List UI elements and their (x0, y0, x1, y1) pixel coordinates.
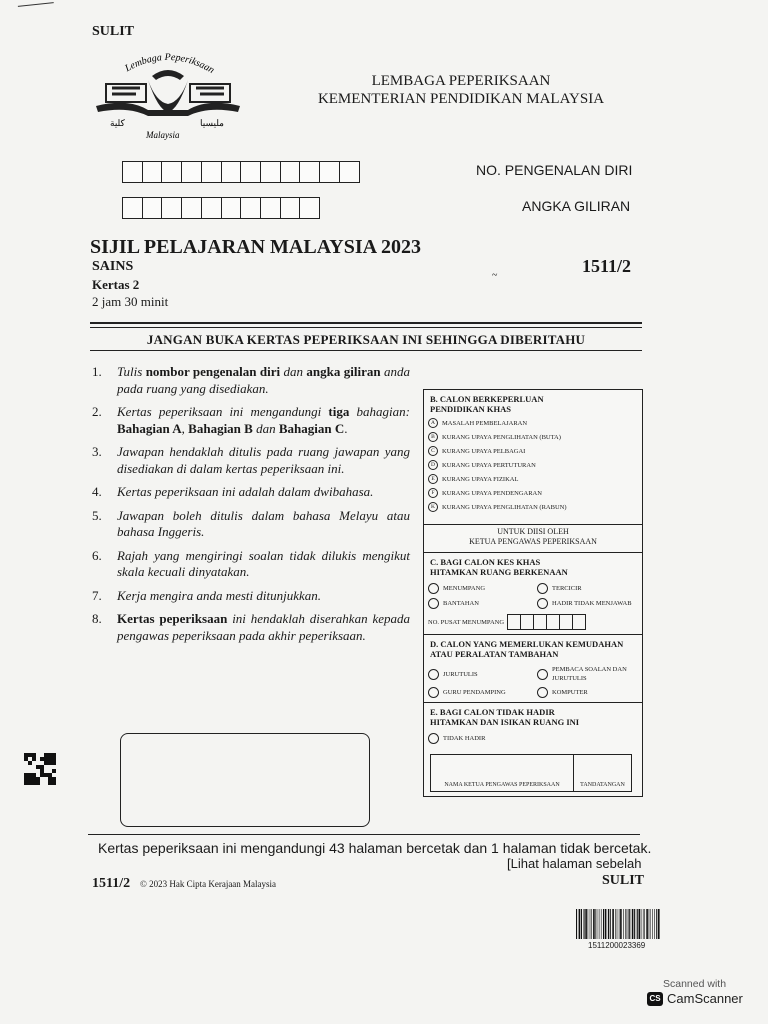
option-menumpang[interactable] (424, 583, 533, 594)
option-special-need[interactable] (424, 446, 642, 456)
footer-exam-code: 1511/2 (92, 876, 131, 891)
option-label: KURANG UPAYA PENDENGARAN (442, 489, 542, 497)
barcode-bar (591, 909, 592, 939)
digit-box[interactable] (142, 161, 163, 183)
barcode-bar (593, 909, 595, 939)
pusat-menumpang-row (428, 614, 585, 630)
letter-circle-icon: A (428, 418, 438, 428)
section-c (424, 557, 642, 609)
option-label: MASALAH PEMBELAJARAN (442, 419, 528, 427)
digit-box[interactable] (161, 197, 182, 219)
instruction-number: 1. (92, 364, 102, 379)
option-label: KURANG UPAYA PELBAGAI (442, 447, 526, 455)
option-label: KURANG UPAYA PERTUTURAN (442, 461, 536, 469)
option-hadir-tidak-menjawab[interactable] (533, 598, 642, 609)
instruction-number: 2. (92, 404, 102, 419)
stray-mark: ~ (492, 270, 498, 281)
logo-top-text: Lembaga Peperiksaan (123, 51, 217, 77)
barcode-bar (595, 909, 596, 939)
digit-box[interactable] (280, 197, 301, 219)
digit-box[interactable] (240, 161, 261, 183)
option-special-need[interactable] (424, 488, 642, 498)
instruction-item (92, 548, 410, 581)
digit-box[interactable] (161, 161, 182, 183)
digit-box[interactable] (122, 197, 143, 219)
barcode-bar (601, 909, 602, 939)
section-d (424, 639, 642, 698)
instruction-text-part: tiga (328, 404, 357, 419)
option-label: TIDAK HADIR (443, 735, 486, 742)
instruction-text-part: bahagian: (356, 404, 410, 419)
option-label: MENUMPANG (443, 585, 486, 592)
instruction-text (117, 444, 410, 477)
instruction-item (92, 508, 410, 541)
radio-circle-icon (537, 583, 548, 594)
barcode-bar (625, 909, 626, 939)
instruction-text (117, 364, 410, 397)
examiner-notes-box[interactable] (120, 733, 370, 827)
instruction-item (92, 404, 410, 437)
instruction-text-part: Tulis (117, 364, 146, 379)
pusat-menumpang-label: NO. PUSAT MENUMPANG (428, 618, 505, 626)
digit-box[interactable] (221, 197, 242, 219)
instruction-number: 8. (92, 611, 102, 626)
instruction-text (117, 404, 410, 437)
instruction-item (92, 484, 410, 501)
section-d-title-1: D. CALON YANG MEMERLUKAN KEMUDAHAN (430, 639, 624, 649)
option-label: HADIR TIDAK MENJAWAB (552, 600, 632, 607)
barcode-bar (610, 909, 611, 939)
digit-box[interactable] (181, 197, 202, 219)
nama-ketua-field[interactable]: NAMA KETUA PENGAWAS PEPERIKSAAN (431, 755, 574, 791)
instruction-item (92, 588, 410, 605)
barcode-bar (576, 909, 577, 939)
agency-line-1: LEMBAGA PEPERIKSAAN (371, 73, 551, 89)
instruction-number: 7. (92, 587, 102, 603)
section-e-title-1: E. BAGI CALON TIDAK HADIR (430, 707, 555, 717)
barcode-bar (646, 909, 648, 939)
instruction-text (117, 484, 410, 501)
instruction-text-part: Jawapan boleh ditulis dalam bahasa Melayu atau bahasa Inggeris. (117, 507, 410, 539)
instruction-text (117, 508, 410, 541)
letter-circle-icon: B (428, 432, 438, 442)
panel-divider (424, 634, 642, 635)
radio-circle-icon (537, 687, 548, 698)
barcode-bar (597, 909, 598, 939)
option-tercicir[interactable] (533, 583, 642, 594)
letter-circle-icon: F (428, 488, 438, 498)
instruction-text-part: dan (256, 420, 279, 436)
barcode-bar (644, 909, 645, 939)
digit-box[interactable] (181, 161, 202, 183)
exam-title: SIJIL PELAJARAN MALAYSIA 2023 (90, 236, 421, 258)
sulit-label-bottom: SULIT (602, 873, 645, 888)
barcode-bar (585, 909, 587, 939)
pusat-menumpang-boxes[interactable] (507, 614, 585, 630)
option-label: JURUTULIS (443, 670, 478, 678)
instruction-text-part: Bahagian C (278, 420, 345, 436)
logo-bottom-text: Malaysia (146, 130, 180, 140)
barcode-bar (579, 909, 581, 939)
option-special-need[interactable] (424, 474, 642, 484)
option-guru-pendamping[interactable] (424, 687, 533, 698)
barcode-bar (650, 909, 651, 939)
instruction-text-part: , (181, 420, 189, 436)
barcode-number: 1511200023369 (588, 941, 646, 950)
barcode-bar (581, 909, 582, 939)
instruction-text-part: angka giliran (306, 364, 385, 379)
radio-circle-icon (537, 669, 548, 680)
barcode-bar (605, 909, 607, 939)
panel-divider (424, 702, 642, 703)
digit-box[interactable] (280, 161, 301, 183)
barcode-bar (643, 909, 644, 939)
barcode-bar (634, 909, 635, 939)
id-number-label: NO. PENGENALAN DIRI (476, 162, 633, 178)
radio-circle-icon (428, 687, 439, 698)
angka-giliran-boxes[interactable] (122, 197, 319, 219)
svg-text:ﻣﻠﯿﺴﯿﺎ: ﻣﻠﯿﺴﯿﺎ (200, 118, 225, 128)
digit-box[interactable] (221, 161, 242, 183)
copyright-notice: © 2023 Hak Cipta Kerajaan Malaysia (140, 879, 277, 889)
option-special-need[interactable] (424, 460, 642, 470)
digit-box[interactable] (260, 197, 281, 219)
lembaga-peperiksaan-logo (88, 50, 248, 142)
radio-circle-icon (537, 598, 548, 609)
barcode-bar (588, 909, 589, 939)
barcode-bar (617, 909, 618, 939)
instruction-text-part: Jawapan hendaklah ditulis pada ruang jawapan yang disediakan di dalam kertas peperiksaan ini. (117, 444, 410, 476)
instruction-text (117, 588, 410, 605)
radio-circle-icon (428, 733, 439, 744)
digit-box[interactable] (299, 161, 320, 183)
instruction-text-part: dan (283, 364, 307, 379)
barcode-bar (603, 909, 604, 939)
barcode-bar (641, 909, 642, 939)
instruction-text-part: Kertas peperiksaan ini adalah dalam dwibahasa. (117, 484, 374, 499)
option-label: KURANG UPAYA PENGLIHATAN (BUTA) (442, 433, 561, 441)
option-label: GURU PENDAMPING (443, 689, 506, 696)
footer-divider (88, 834, 640, 835)
pen-mark (18, 2, 54, 11)
section-d-title-2: ATAU PERALATAN TAMBAHAN (430, 649, 559, 659)
barcode-bar (658, 909, 660, 939)
section-b (424, 394, 642, 512)
camscanner-caption: Scanned with (663, 978, 727, 990)
exam-duration: 2 jam 30 minit (92, 294, 169, 309)
digit-box[interactable] (201, 197, 222, 219)
panel-divider (424, 552, 642, 553)
instruction-item (92, 444, 410, 477)
section-b-title-1: B. CALON BERKEPERLUAN (430, 394, 544, 404)
instruction-text-part: Bahagian B (188, 420, 257, 436)
barcode-bar (627, 909, 628, 939)
barcode-bar (623, 909, 624, 939)
option-pembaca-soalan[interactable] (533, 665, 642, 683)
letter-circle-icon: C (428, 446, 438, 456)
svg-text:ﻛﻠﯿﺔ: ﻛﻠﯿﺔ (110, 118, 125, 128)
option-komputer[interactable] (533, 687, 642, 698)
option-special-need[interactable] (424, 418, 642, 428)
warning-banner: JANGAN BUKA KERTAS PEPERIKSAAN INI SEHINGGA DIBERITAHU (146, 332, 586, 347)
exam-paper: Kertas 2 (92, 277, 140, 292)
letter-circle-icon: D (428, 460, 438, 470)
option-label: KURANG UPAYA PENGLIHATAN (RABUN) (442, 503, 567, 511)
instruction-text-part: ini hendaklah diserahkan kepada pengawas peperiksaan pada akhir peperiksaan. (117, 611, 410, 643)
instruction-text-part: . (344, 420, 348, 436)
letter-circle-icon: K (428, 502, 438, 512)
option-bantahan[interactable] (424, 598, 533, 609)
barcode-bar (632, 909, 634, 939)
option-jurutulis[interactable] (424, 665, 533, 683)
instruction-item (92, 611, 410, 644)
radio-circle-icon (428, 583, 439, 594)
radio-circle-icon (428, 598, 439, 609)
instruction-text-part: nombor pengenalan diri (145, 364, 284, 379)
see-next-page: [Lihat halaman sebelah (507, 856, 642, 871)
digit-box[interactable] (240, 197, 261, 219)
digit-box[interactable] (122, 161, 143, 183)
instruction-number: 3. (92, 444, 102, 459)
barcode-bar (590, 909, 591, 939)
instruction-text (117, 548, 410, 581)
digit-box[interactable] (201, 161, 222, 183)
option-label: PEMBACA SOALAN DAN JURUTULIS (552, 666, 627, 682)
barcode-bar (639, 909, 641, 939)
instruction-text-part: Kertas peperiksaan (117, 611, 233, 626)
instruction-text-part: Kerja mengira anda mesti ditunjukkan. (117, 587, 322, 603)
sulit-label-top: SULIT (92, 24, 135, 39)
section-e-title-2: HITAMKAN DAN ISIKAN RUANG INI (430, 717, 580, 727)
agency-line-2: KEMENTERIAN PENDIDIKAN MALAYSIA (317, 91, 605, 107)
barcode-bar (629, 909, 630, 939)
option-label: BANTAHAN (443, 600, 479, 607)
instruction-text-part: Kertas peperiksaan ini mengandungi (117, 404, 329, 419)
id-number-boxes[interactable] (122, 161, 358, 183)
option-label: KURANG UPAYA FIZIKAL (442, 475, 519, 483)
barcode-bar (620, 909, 622, 939)
exam-subject: SAINS (92, 259, 134, 274)
section-c-title-2: HITAMKAN RUANG BERKENAAN (430, 567, 568, 577)
barcode-bar (652, 909, 653, 939)
digit-box[interactable] (339, 161, 360, 183)
divider-bottom (90, 350, 642, 351)
section-e (424, 707, 642, 744)
instruction-number: 4. (92, 484, 102, 499)
instruction-text-part: Rajah yang mengiringi soalan tidak dilukis mengikut skala kecuali dinyatakan. (117, 547, 410, 579)
instruction-text (117, 611, 410, 644)
barcode-bar (612, 909, 614, 939)
panel-divider (424, 524, 642, 525)
instruction-number: 6. (92, 547, 102, 563)
qr-code-icon (24, 753, 56, 785)
option-label: TERCICIR (552, 585, 582, 592)
barcode-bar (649, 909, 650, 939)
barcode-bar (584, 909, 585, 939)
barcode-bar (599, 909, 600, 939)
digit-box[interactable] (299, 197, 320, 219)
divider-thick (90, 322, 642, 324)
instruction-text-part: Bahagian A (117, 420, 182, 436)
angka-giliran-label: ANGKA GILIRAN (522, 198, 631, 214)
page-count-note: Kertas peperiksaan ini mengandungi 43 halaman bercetak dan 1 halaman tidak bercetak. (98, 840, 652, 856)
digit-box[interactable] (142, 197, 163, 219)
instructions-list (92, 364, 410, 651)
camscanner-brand: CamScanner (667, 991, 743, 1006)
section-b-options (424, 418, 642, 512)
agency-name (296, 72, 626, 108)
signature-box (430, 754, 632, 792)
barcode-bar (619, 909, 620, 939)
barcode-icon (576, 909, 660, 943)
digit-box[interactable] (260, 161, 281, 183)
untuk-line-1: UNTUK DIISI OLEH (497, 527, 569, 536)
barcode-bar (608, 909, 609, 939)
instruction-number: 5. (92, 507, 102, 523)
instruction-text-part: anda pada ruang yang disediakan. (117, 364, 411, 396)
section-b-title-2: PENDIDIKAN KHAS (430, 404, 511, 414)
option-special-need[interactable] (424, 432, 642, 442)
camscanner-logo (647, 991, 743, 1006)
option-tidak-hadir[interactable] (424, 733, 642, 744)
digit-box[interactable] (319, 161, 340, 183)
barcode-bar (656, 909, 657, 939)
radio-circle-icon (428, 669, 439, 680)
special-candidate-panel (423, 389, 643, 797)
barcode-bar (654, 909, 655, 939)
section-c-title-1: C. BAGI CALON KES KHAS (430, 557, 541, 567)
divider-thin (90, 327, 642, 328)
barcode-bar (628, 909, 629, 939)
instruction-item (92, 364, 410, 397)
barcode-bar (637, 909, 638, 939)
untuk-line-2: KETUA PENGAWAS PEPERIKSAAN (469, 537, 597, 546)
option-special-need[interactable] (424, 502, 642, 512)
exam-code: 1511/2 (582, 256, 632, 276)
untuk-diisi (424, 527, 642, 547)
barcode-bar (615, 909, 616, 939)
tandatangan-field[interactable]: TANDATANGAN (580, 782, 625, 788)
option-label: KOMPUTER (552, 689, 588, 696)
camscanner-icon: CS (647, 992, 663, 1006)
letter-circle-icon: E (428, 474, 438, 484)
